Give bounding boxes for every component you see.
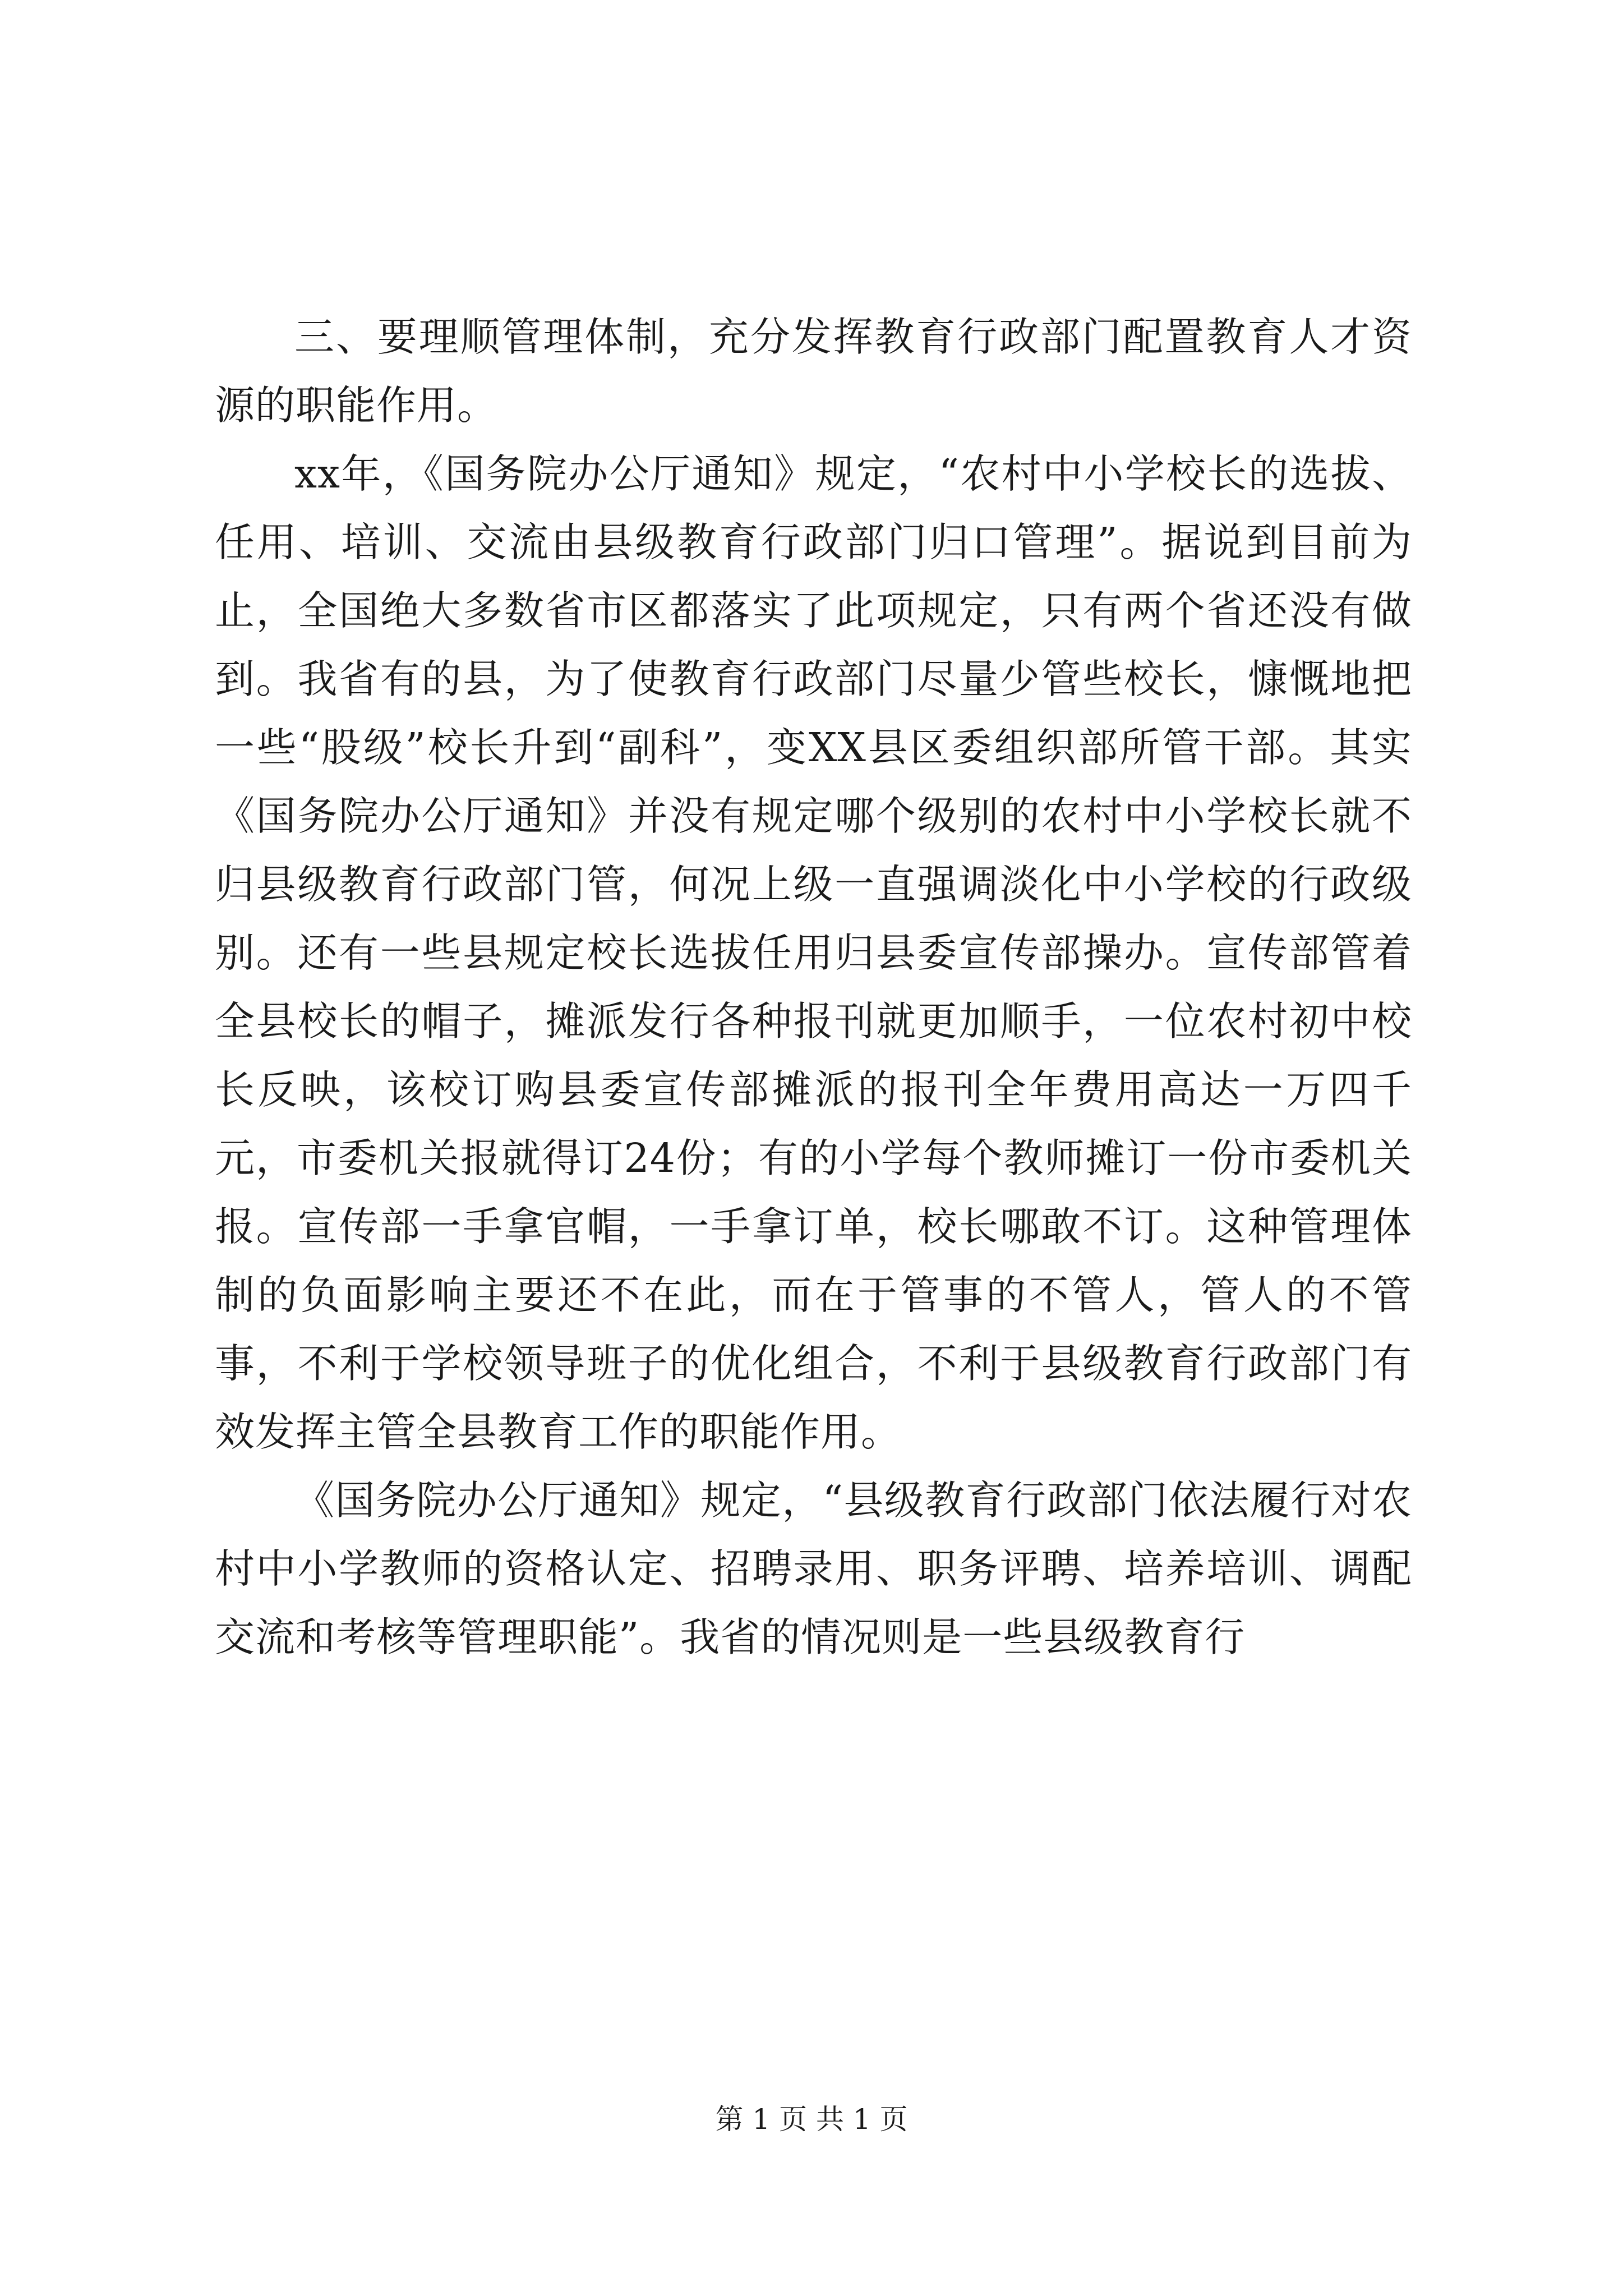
paragraph-principal-management: xx年，《国务院办公厅通知》规定，“农村中小学校长的选拔、任用、培训、交流由县级教育行政部门归口管理”。据说到目前为止，全国绝大多数省市区都落实了此项规定，只有两个省还没有做到。我省有的县，为了使教育行政部门尽量少管些校长，慷慨地把一些“股级”校长升到“副科”，变XX县区委组织部所管干部。其实《国务院办公厅通知》并没有规定哪个级别的农村中小学校长就不归县级教育行政部门管，何况上级一直强调淡化中小学校的行政级别。还有一些县规定校长选拔任用归县委宣传部操办。宣传部管着全县校长的帽子，摊派发行各种报刊就更加顺手，一位农村初中校长反映，该校订购县委宣传部摊派的报刊全年费用高达一万四千元，市委机关报就得订24份；有的小学每个教师摊订一份市委机关报。宣传部一手拿官帽，一手拿订单，校长哪敢不订。这种管理体制的负面影响主要还不在此，而在于管事的不管人，管人的不管事，不利于学校领导班子的优化组合，不利于县级教育行政部门有效发挥主管全县教育工作的职能作用。 (215, 450, 1412, 1455)
paragraph-heading-three: 三、要理顺管理体制，充分发挥教育行政部门配置教育人才资源的职能作用。 (215, 314, 1412, 429)
paragraph-teacher-management: 《国务院办公厅通知》规定，“县级教育行政部门依法履行对农村中小学教师的资格认定、招聘录用、职务评聘、培养培训、调配交流和考核等管理职能”。我省的情况则是一些县级教育行 (215, 1477, 1412, 1660)
page-footer: 第 1 页 共 1 页 (715, 2103, 908, 2136)
document-body (215, 303, 1412, 1672)
